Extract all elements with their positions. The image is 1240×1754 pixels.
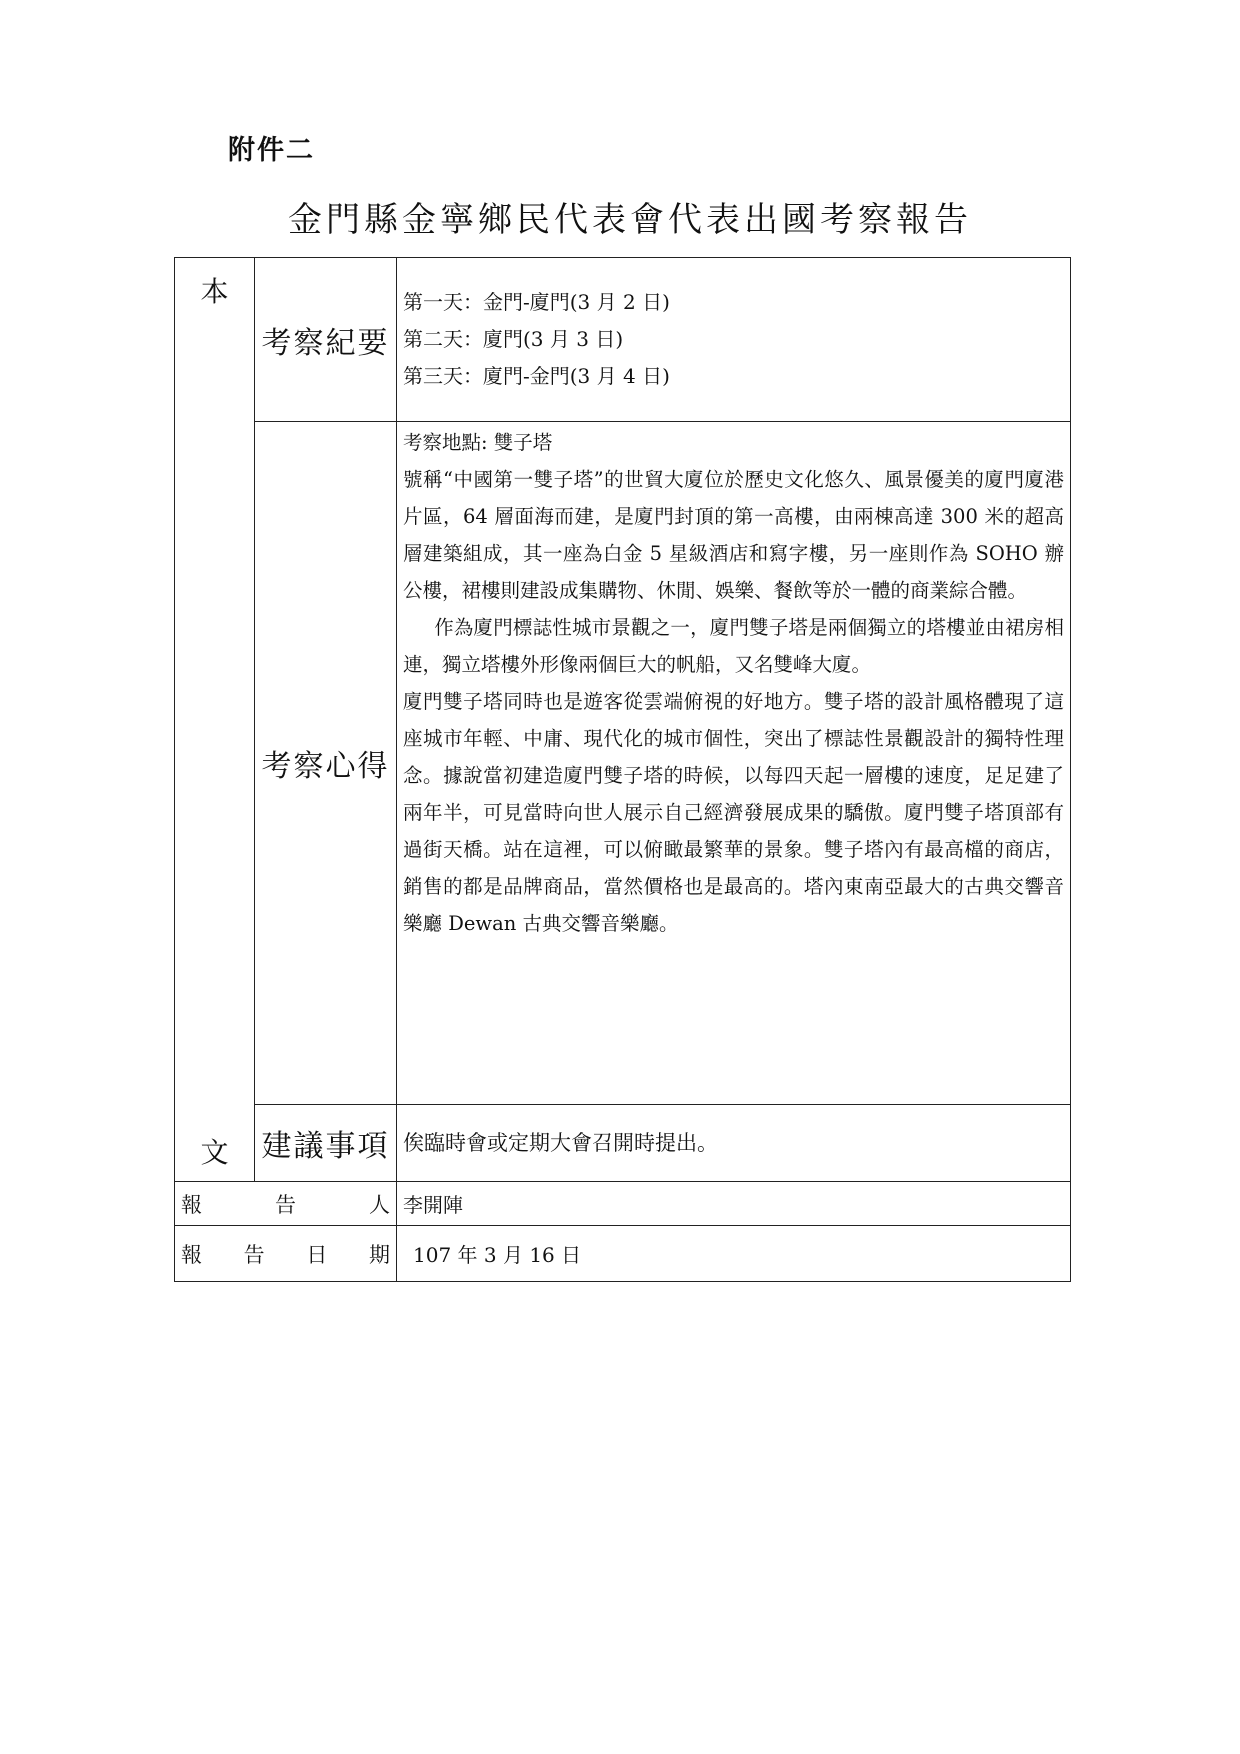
notes-paragraph-2: 作為廈門標誌性城市景觀之一，廈門雙子塔是兩個獨立的塔樓並由裙房相連，獨立塔樓外形像兩個巨大的帆船，又名雙峰大廈。: [403, 616, 1064, 676]
date-label-char-4: 期: [368, 1242, 390, 1267]
notes-content: [397, 422, 1071, 1105]
reporter-label-char-1: 報: [181, 1192, 202, 1217]
notes-paragraph-1: 號稱“中國第一雙子塔”的世貿大廈位於歷史文化悠久、風景優美的廈門廈港片區，64 層面海而建，是廈門封頂的第一高樓，由兩棟高達 300 米的超高層建築組成，其一座為白金 5 星級酒店和寫字樓，另一座則作為 SOHO 辦公樓，裙樓則建設成集購物、休閒、娛樂、餐飲等於一體的商業綜合體。: [403, 468, 1064, 602]
reporter-label: [175, 1182, 397, 1226]
reporter-name: 李開陣: [397, 1182, 1071, 1226]
itinerary-day-3: 第三天：廈門-金門(3 月 4 日): [403, 364, 670, 388]
notes-paragraph-3: 廈門雙子塔同時也是遊客從雲端俯視的好地方。雙子塔的設計風格體現了這座城市年輕、中庸、現代化的城市個性，突出了標誌性景觀設計的獨特性理念。據說當初建造廈門雙子塔的時候，以每四天起一層樓的速度，足足建了兩年半，可見當時向世人展示自己經濟發展成果的驕傲。廈門雙子塔頂部有過街天橋。站在這裡，可以俯瞰最繁華的景象。雙子塔內有最高檔的商店，銷售的都是品牌商品，當然價格也是最高的。塔內東南亞最大的古典交響音樂廳 Dewan 古典交響音樂廳。: [403, 690, 1064, 935]
date-row: [175, 1226, 1071, 1282]
date-label-char-2: 告: [243, 1242, 265, 1267]
side-label-top: 本: [200, 275, 229, 308]
body-side-cell: [175, 258, 255, 1182]
date-label: [175, 1226, 397, 1282]
itinerary-label: 考察紀要: [255, 258, 397, 422]
notes-location: 考察地點: 雙子塔: [403, 431, 553, 454]
document-title: 金門縣金寧鄉民代表會代表出國考察報告: [288, 200, 972, 240]
date-label-char-1: 報: [181, 1242, 202, 1267]
notes-label: 考察心得: [255, 422, 397, 1105]
date-label-char-3: 日: [306, 1242, 328, 1267]
report-table: [174, 257, 1071, 1282]
itinerary-content: [397, 258, 1071, 422]
suggestions-label: 建議事項: [255, 1105, 397, 1182]
reporter-label-char-3: 人: [369, 1192, 390, 1217]
reporter-row: [175, 1182, 1071, 1226]
itinerary-day-2: 第二天：廈門(3 月 3 日): [403, 327, 624, 351]
report-date: 107 年 3 月 16 日: [397, 1226, 1071, 1282]
suggestions-row: [175, 1105, 1071, 1182]
suggestions-content: 俟臨時會或定期大會召開時提出。: [397, 1105, 1071, 1182]
reporter-label-char-2: 告: [275, 1192, 296, 1217]
notes-row: [175, 422, 1071, 1105]
itinerary-day-1: 第一天：金門-廈門(3 月 2 日): [403, 290, 670, 314]
attachment-label: 附件二: [228, 135, 315, 166]
itinerary-row: [175, 258, 1071, 422]
side-label-bottom: 文: [200, 1136, 229, 1169]
